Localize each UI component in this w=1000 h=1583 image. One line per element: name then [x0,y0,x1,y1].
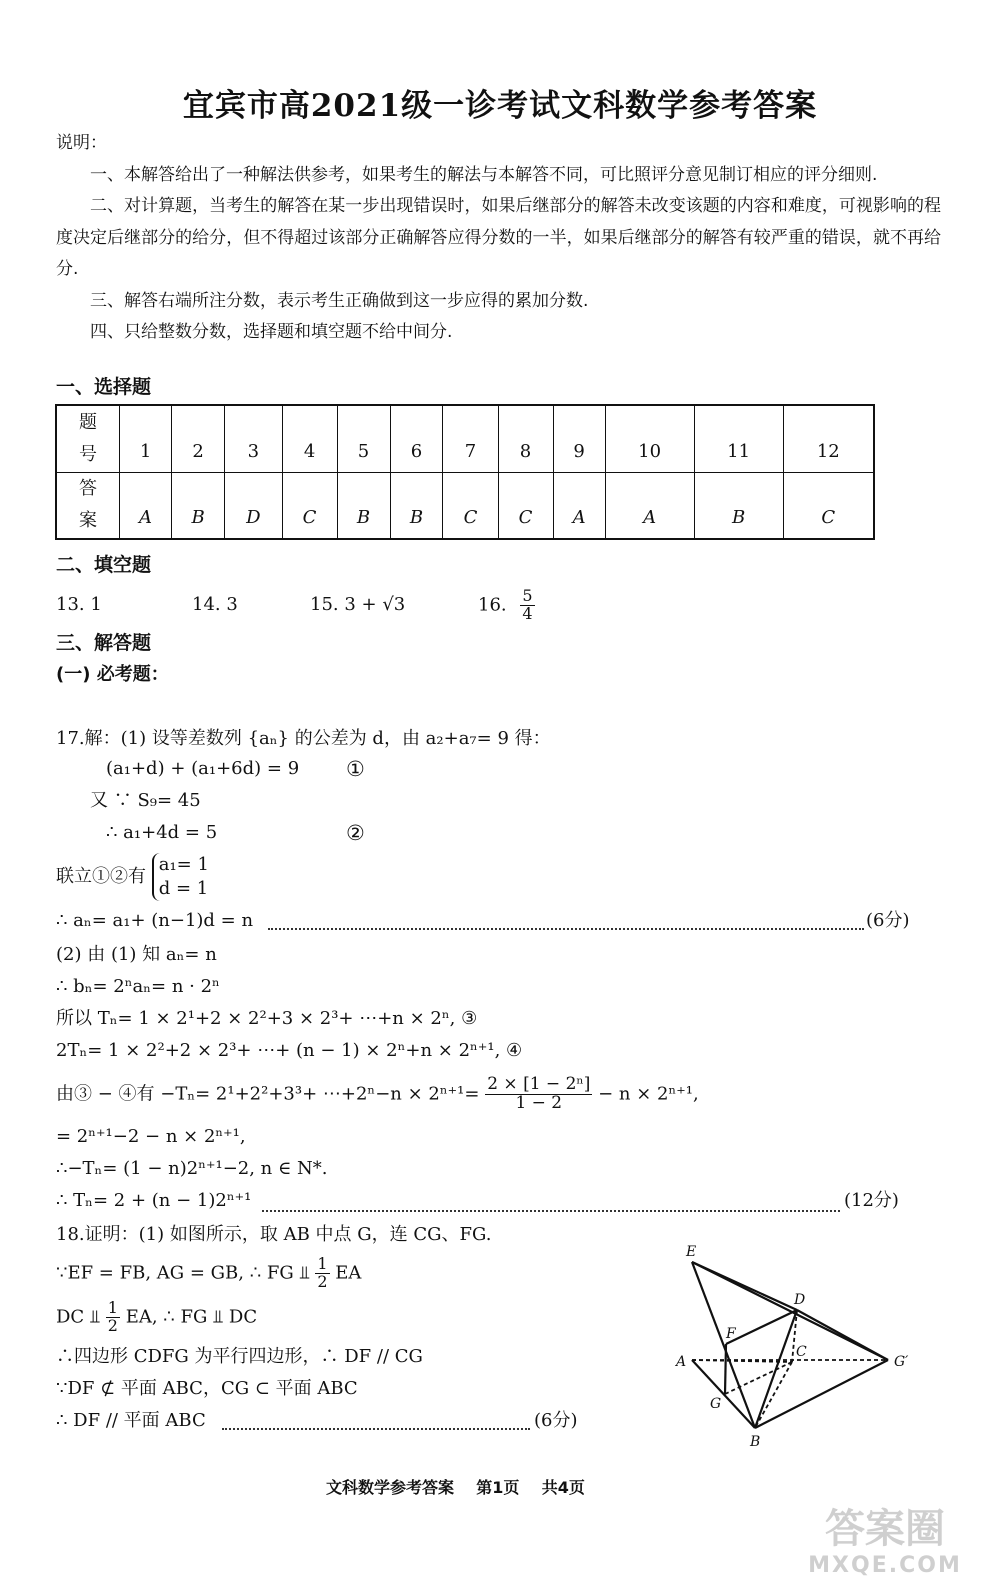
point-label-D: D [794,1292,806,1308]
equation-mark: ② [346,821,365,845]
fraction [315,1256,329,1291]
question-number: 9 [553,405,605,472]
numerator: 1 [107,1298,118,1317]
q17-line: ∴ a₁+4d = 5 [106,822,218,843]
watermark [790,1505,980,1580]
question-number: 1 [120,405,172,472]
q17-eq-left: 由③ − ④有 −Tₙ= 2¹+2²+3³+ ⋯+2ⁿ−n × 2ⁿ⁺¹= [56,1083,480,1105]
numerator: 1 [317,1254,328,1273]
q17-system [56,853,209,901]
page-title: 宜宾市高2021级一诊考试文科数学参考答案 [182,88,818,124]
header-cell [56,472,120,539]
numerator: 5 [522,586,533,605]
answer-cell: C [498,472,553,539]
table-row-numbers [56,405,874,472]
q18-line [56,1300,257,1335]
question-number: 2 [172,405,225,472]
fill-answer-15: 15. 3 + √3 [310,594,406,615]
score-mark: (6分) [866,910,910,931]
dotted-leader [262,1210,840,1212]
section-solution-heading: 三、解答题 [56,632,152,654]
edge-GF [725,1344,726,1394]
edge-EG2 [692,1262,888,1360]
q18-line: 18.证明：(1) 如图所示，取 AB 中点 G，连 CG、FG. [56,1224,492,1245]
instruction-item: 四、只给整数分数，选择题和填空题不给中间分. [90,322,453,342]
instruction-item: 一、本解答给出了一种解法供参考，如果考生的解法与本解答不同，可比照评分意见制订相应的评分细则. [90,164,878,185]
score-mark: (12分) [844,1190,899,1211]
denominator: 2 [317,1271,328,1291]
q18-line [56,1256,361,1291]
question-number: 5 [337,405,390,472]
geometry-figure [670,1240,930,1450]
question-number: 7 [443,405,498,472]
answer-cell: B [694,472,783,539]
equation-mark: ① [346,757,365,781]
answer-cell: A [553,472,605,539]
question-number: 6 [390,405,443,472]
q18-text: EA, ∴ FG ⫫ DC [125,1306,258,1328]
q18-line: ∴ DF // 平面 ABC [56,1410,206,1431]
q17-system-label: 联立①②有 [56,866,146,887]
point-label-G-prime: G′ [894,1354,909,1370]
instructions-label: 说明： [56,133,107,153]
header-label: 答 [79,478,97,500]
fraction [106,1300,120,1335]
question-number: 12 [783,405,874,472]
answer-cell: A [120,472,172,539]
point-label-G: G [710,1396,722,1412]
q18-text: DC ⫫ [56,1306,101,1328]
point-label-A: A [676,1354,687,1370]
q18-line: ∴四边形 CDFG 为平行四边形，∴ DF // CG [56,1346,423,1367]
fill-answer-16 [478,588,535,623]
instruction-item: 三、解答右端所注分数，表示考生正确做到这一步应得的累加分数. [90,290,589,311]
equation-system [152,853,209,901]
question-number: 3 [225,405,282,472]
fill-answer-14: 14. 3 [192,594,238,615]
q17-line: = 2ⁿ⁺¹−2 − n × 2ⁿ⁺¹, [56,1126,246,1147]
fill-16-label: 16. [478,594,507,616]
denominator: 1 − 2 [515,1092,563,1113]
q17-line: ∴−Tₙ= (1 − n)2ⁿ⁺¹−2, n ∈ N*. [56,1158,328,1179]
instructions [56,128,941,349]
edge-AB [692,1360,755,1428]
point-label-B: B [750,1434,761,1450]
question-number: 4 [282,405,337,472]
fill-answer-13: 13. 1 [56,594,102,615]
answer-cell: A [605,472,694,539]
q17-line: ∴ Tₙ= 2 + (n − 1)2ⁿ⁺¹ [56,1190,252,1211]
dotted-leader [268,928,864,930]
q17-line: 所以 Tₙ= 1 × 2¹+2 × 2²+3 × 2³+ ⋯+n × 2ⁿ, ③ [56,1008,478,1029]
answer-cell: B [390,472,443,539]
section-fill-heading: 二、填空题 [56,554,152,576]
system-eq: a₁= 1 [158,854,209,875]
instruction-item: 二、对计算题，当考生的解答在某一步出现错误时，如果后继部分的解答未改变该题的内容和难度，可视影响的程度决定后继部分的给分，但不得超过该部分正确解答应得分数的一半，如果后继部分的解答有较严重的错误，就不再给分. [56,196,941,279]
numerator: 2 × [1 − 2ⁿ] [487,1074,591,1094]
question-number: 10 [605,405,694,472]
header-label: 题 [79,411,97,433]
question-number: 8 [498,405,553,472]
answer-cell: B [172,472,225,539]
fraction [485,1076,592,1113]
q17-line: 2Tₙ= 1 × 2²+2 × 2³+ ⋯+ (n − 1) × 2ⁿ+n × 2ⁿ⁺¹, ④ [56,1040,523,1061]
q17-line: ∴ aₙ= a₁+ (n−1)d = n [56,910,254,931]
q17-line: (2) 由 (1) 知 aₙ= n [56,944,217,965]
answer-cell: D [225,472,282,539]
q17-eq-right: − n × 2ⁿ⁺¹, [598,1083,699,1105]
point-label-F: F [726,1326,736,1342]
point-label-E: E [686,1244,697,1260]
answer-cell: B [337,472,390,539]
denominator: 2 [107,1315,118,1335]
q17-line: (a₁+d) + (a₁+6d) = 9 [106,758,300,779]
q17-line: 又 ∵ S₉= 45 [90,790,201,811]
fraction [520,588,534,623]
header-cell [56,405,120,472]
point-label-C: C [796,1344,807,1360]
q18-text: EA [335,1262,362,1284]
q17-line: 17.解：(1) 设等差数列 {aₙ} 的公差为 d，由 a₂+a₇= 9 得： [56,728,551,749]
watermark-logo: 答案圈 [825,1506,945,1552]
dotted-leader [222,1428,530,1430]
question-number: 11 [694,405,783,472]
answer-cell: C [282,472,337,539]
page-footer: 文科数学参考答案 第1页 共4页 [326,1478,585,1497]
section-solution-sub: (一) 必考题： [56,664,169,685]
q18-text: ∵EF = FB, AG = GB, ∴ FG ⫫ [56,1262,310,1284]
table-row-answers [56,472,874,539]
answer-cell: C [783,472,874,539]
choice-answer-table [55,404,875,540]
q17-line [56,1076,699,1113]
score-mark: (6分) [534,1410,578,1431]
watermark-site: MXQE.COM [808,1553,962,1578]
edge-DG2 [797,1310,888,1360]
q18-line: ∵DF ⊄ 平面 ABC，CG ⊂ 平面 ABC [56,1378,358,1399]
q17-line: ∴ bₙ= 2ⁿaₙ= n · 2ⁿ [56,976,220,997]
section-choice-heading: 一、选择题 [56,376,152,398]
denominator: 4 [522,603,533,623]
header-label: 号 [79,443,97,465]
system-eq: d = 1 [158,878,209,899]
answer-cell: C [443,472,498,539]
header-label: 案 [79,510,97,532]
